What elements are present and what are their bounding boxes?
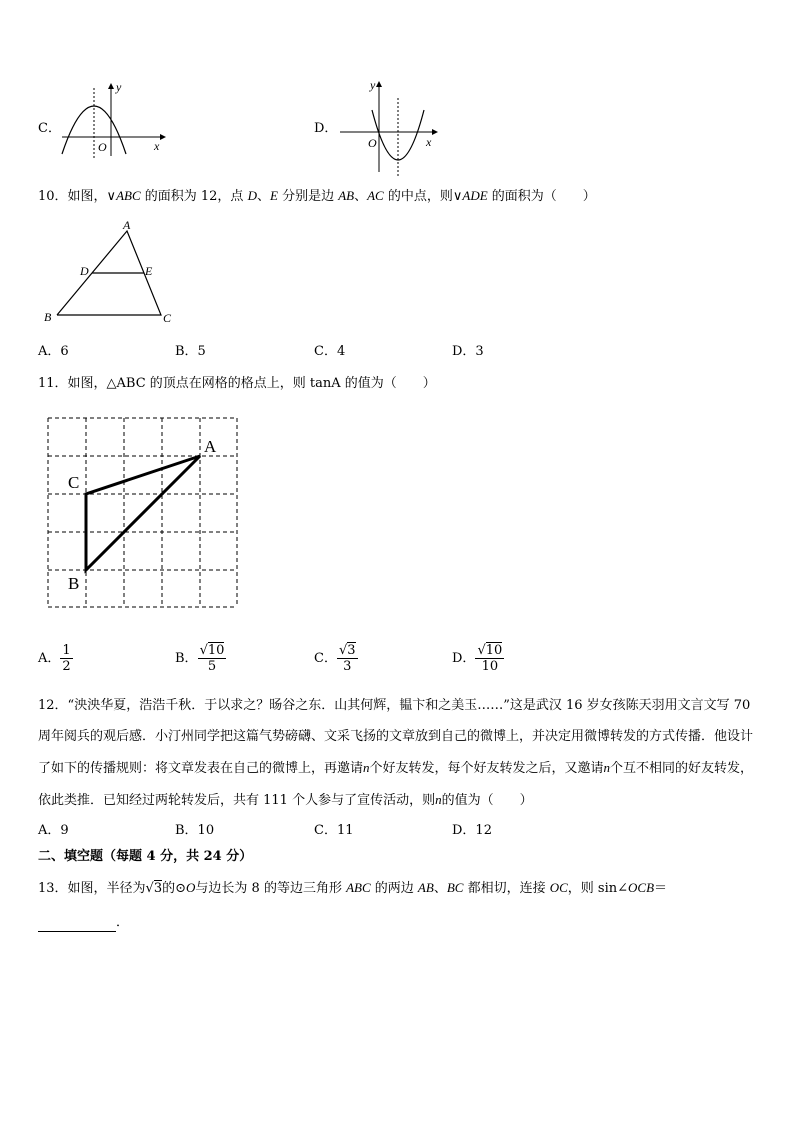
q10-option-c: C．4 bbox=[314, 344, 346, 359]
section2-title: 二、填空题（每题 4 分，共 24 分） bbox=[38, 849, 253, 864]
q11-option-d: D． $\frac{√10}{10}$ bbox=[452, 643, 503, 674]
q9d-y: y bbox=[370, 78, 376, 92]
q10-triangle-figure bbox=[40, 218, 180, 330]
q9d-origin: O bbox=[368, 136, 377, 150]
q12-option-b: B．10 bbox=[175, 823, 215, 838]
q11-option-d-fraction: $\frac{√10}{10}$ bbox=[477, 643, 503, 674]
q9d-x: x bbox=[426, 135, 432, 149]
q11-option-b-fraction: $\frac{√10}{5}$ bbox=[199, 643, 225, 674]
q9-option-c-label: C． bbox=[38, 121, 61, 136]
q11-option-c: C． $\frac{√3}{3}$ bbox=[314, 643, 356, 674]
q12-option-d: D．12 bbox=[452, 823, 492, 838]
q10-option-a: A．6 bbox=[38, 344, 69, 359]
q9-option-d-label: D． bbox=[314, 121, 338, 136]
q10-label-b: B bbox=[44, 310, 52, 324]
q10-question: 10．如图，∨ABC 的面积为 12，点 D、E 分别是边 AB、AC 的中点，则∨ADE 的面积为（ ） bbox=[38, 188, 596, 204]
q11-label-c: C bbox=[68, 473, 80, 492]
q11-option-a: A． $\frac{1}{2}$ bbox=[38, 643, 71, 674]
q9c-origin: O bbox=[98, 140, 107, 154]
q12-option-a: A．9 bbox=[38, 823, 69, 838]
q12-question: 12．“泱泱华夏，浩浩千秋．于以求之？旸谷之东．山其何辉，韫卞和之美玉……”这是武汉 16 岁女孩陈天羽用文言文写 70 周年阅兵的观后感．小汀州同学把这篇气势磅礴、文采飞扬的文章放到自己的微博上，并决定用微博转发的方式传播．他设计了如下的传播规则：将文章发表在自己的微博上，再邀请n个好友转发，每个好友转发之后，又邀请n个互不相同的好友转发，依此类推．已知经过两轮转发后，共有 111 个人参与了宣传活动，则n的值为（ ） bbox=[38, 698, 754, 808]
q10-label-e: E bbox=[145, 264, 153, 278]
q9c-x: x bbox=[154, 139, 160, 153]
q9-option-d-graph bbox=[334, 76, 444, 180]
q10-label-a: A bbox=[123, 218, 131, 232]
q10-label-d: D bbox=[80, 264, 89, 278]
q10-option-d: D．3 bbox=[452, 344, 484, 359]
q11-option-c-fraction: $\frac{√3}{3}$ bbox=[338, 643, 356, 674]
q9c-y: y bbox=[116, 80, 122, 94]
q11-option-b: B． $\frac{√10}{5}$ bbox=[175, 643, 225, 674]
q9-option-c-graph bbox=[56, 80, 171, 160]
q12-option-c: C．11 bbox=[314, 823, 354, 838]
q11-label-b: B bbox=[68, 574, 80, 593]
q13-answer-blank[interactable]: ． bbox=[38, 915, 129, 932]
q11-grid-figure bbox=[40, 410, 250, 615]
q11-question: 11．如图，△ABC 的顶点在网格的格点上，则 tanA 的值为（ ） bbox=[38, 376, 436, 391]
q10-option-b: B．5 bbox=[175, 344, 206, 359]
q11-label-a: A bbox=[204, 437, 217, 456]
q11-option-a-fraction: $\frac{1}{2}$ bbox=[62, 643, 71, 674]
q13-question: 13．如图，半径为√3的⊙O与边长为 8 的等边三角形 ABC 的两边 AB、BC 都相切，连接 OC，则 sin∠OCB＝ bbox=[38, 880, 668, 896]
q10-label-c: C bbox=[163, 311, 172, 325]
